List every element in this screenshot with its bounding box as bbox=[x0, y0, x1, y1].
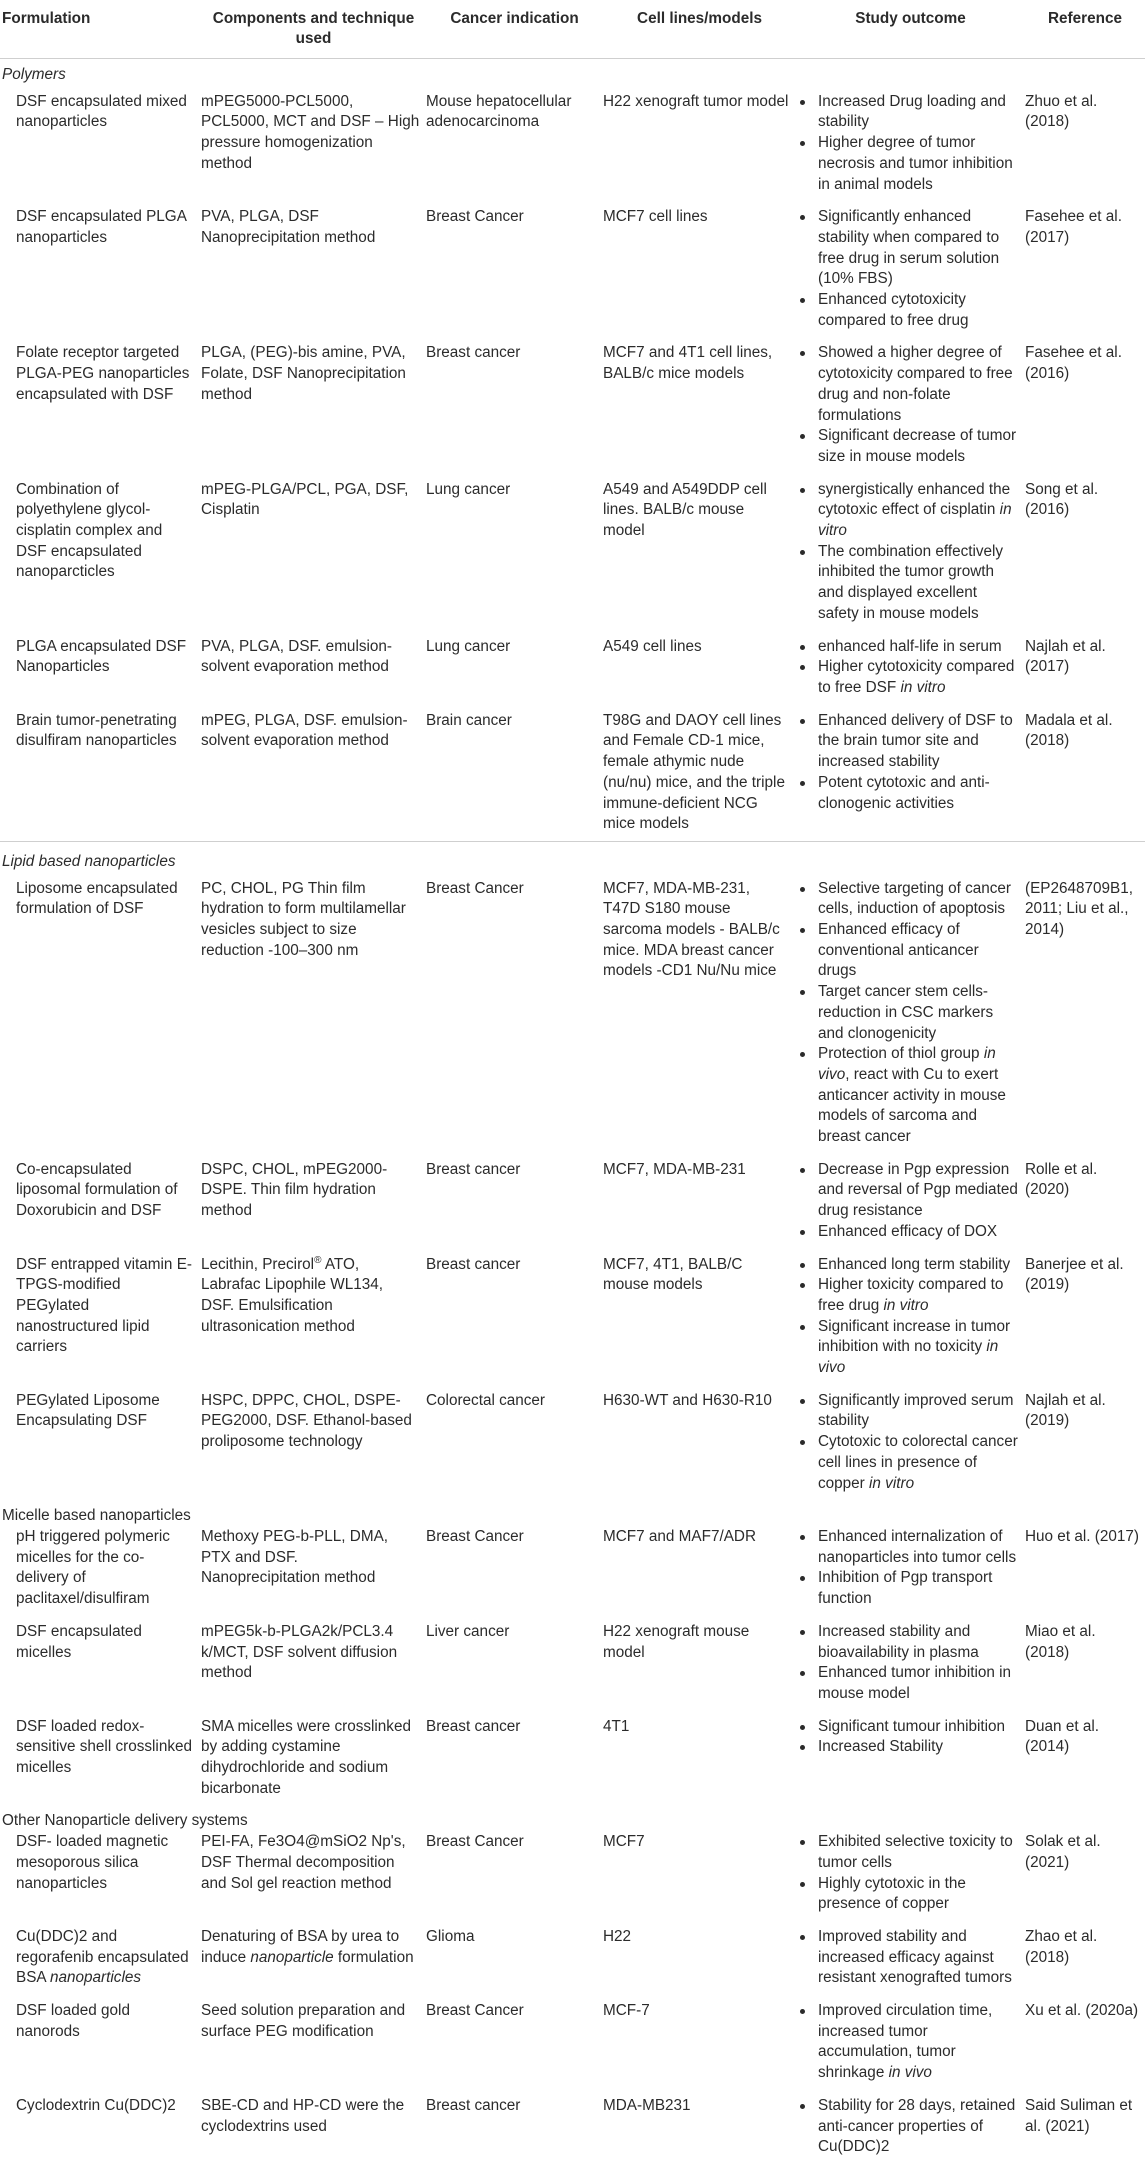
reference-cell: (EP2648709B1, 2011; Liu et al., 2014) bbox=[1025, 879, 1134, 939]
study-outcome-cell bbox=[796, 1711, 1025, 1806]
outcome-item bbox=[796, 1275, 1019, 1316]
italic-text: nanoparticle bbox=[250, 1948, 334, 1966]
text-fragment: Cytotoxic to colorectal cancer cell lines in presence of copper bbox=[818, 1433, 1018, 1492]
cancer-indication-cell: Glioma bbox=[426, 1927, 475, 1945]
study-outcome-cell bbox=[796, 86, 1025, 202]
table-row bbox=[0, 1616, 1145, 1711]
superscript-text: ® bbox=[314, 1254, 322, 1266]
reference-cell: Madala et al. (2018) bbox=[1025, 711, 1113, 750]
components-cell: Seed solution preparation and surface PEG modification bbox=[201, 2002, 406, 2040]
text-fragment: Lecithin, Precirol bbox=[201, 1255, 315, 1273]
study-outcome-cell bbox=[796, 1249, 1025, 1385]
outcome-item bbox=[796, 133, 1019, 195]
outcome-item bbox=[796, 1527, 1019, 1568]
italic-text: in vivo bbox=[818, 1045, 996, 1083]
cell-lines-cell: MCF7 and MAF7/ADR bbox=[603, 1528, 757, 1545]
outcome-list bbox=[796, 637, 1019, 699]
outcome-item bbox=[796, 1317, 1019, 1379]
text-fragment: Enhanced efficacy of conventional anticancer drugs bbox=[818, 921, 979, 980]
outcome-list bbox=[796, 1255, 1019, 1379]
outcome-item bbox=[796, 657, 1019, 698]
components-cell: Methoxy PEG-b-PLL, DMA, PTX and DSF. Nanoprecipitation method bbox=[201, 1528, 389, 1587]
table-row bbox=[0, 1921, 1145, 1995]
study-outcome-cell bbox=[796, 1154, 1025, 1249]
components-cell: DSPC, CHOL, mPEG2000-DSPE. Thin film hydration method bbox=[201, 1160, 388, 1220]
cancer-indication-cell: Breast Cancer bbox=[426, 208, 524, 226]
text-fragment: Highly cytotoxic in the presence of copper bbox=[818, 1874, 966, 1913]
components-cell: mPEG-PLGA/PCL, PGA, DSF, Cisplatin bbox=[201, 480, 409, 519]
study-outcome-cell bbox=[796, 337, 1025, 473]
text-fragment: Significantly improved serum stability bbox=[818, 1391, 1014, 1430]
cell-lines-cell: A549 cell lines bbox=[603, 637, 702, 655]
table-row bbox=[0, 474, 1145, 631]
text-fragment: , react with Cu to exert anticancer activity in mouse models of sarcoma and breast cancer bbox=[818, 1065, 1006, 1146]
outcome-item bbox=[796, 1622, 1019, 1663]
text-fragment: Higher cytotoxicity compared to free DSF bbox=[818, 658, 1015, 696]
formulation-cell: DSF loaded gold nanorods bbox=[16, 2002, 130, 2040]
components-cell: mPEG5k-b-PLGA2k/PCL3.4 k/MCT, DSF solvent diffusion method bbox=[201, 1622, 398, 1682]
section-header-row bbox=[0, 1500, 1145, 1527]
formulation-cell: Cyclodextrin Cu(DDC)2 bbox=[16, 2096, 176, 2114]
outcome-item bbox=[796, 637, 1019, 658]
formulation-cell: DSF encapsulated micelles bbox=[16, 1622, 142, 1661]
outcome-item bbox=[796, 343, 1019, 426]
components-cell: SMA micelles were crosslinked by adding cystamine dihydrochloride and sodium bicarbonate bbox=[201, 1717, 411, 1797]
study-outcome-cell bbox=[796, 474, 1025, 631]
outcome-list bbox=[796, 1160, 1019, 1243]
text-fragment: Enhanced internalization of nanoparticles into tumor cells bbox=[818, 1528, 1017, 1566]
components-cell: SBE-CD and HP-CD were the cyclodextrins used bbox=[201, 2096, 405, 2135]
cancer-indication-cell: Breast cancer bbox=[426, 1160, 521, 1178]
outcome-item bbox=[796, 773, 1019, 814]
cancer-indication-cell: Breast Cancer bbox=[426, 879, 524, 897]
outcome-list bbox=[796, 1717, 1019, 1758]
outcome-item bbox=[796, 92, 1019, 133]
text-fragment: Target cancer stem cells-reduction in CSC markers and clonogenicity bbox=[818, 983, 994, 1042]
formulation-cell: DSF encapsulated mixed nanoparticles bbox=[16, 92, 187, 131]
outcome-list bbox=[796, 1391, 1019, 1495]
cell-lines-cell: MCF7 bbox=[603, 1833, 645, 1851]
cell-lines-cell: MCF-7 bbox=[603, 2002, 650, 2020]
section-title: Polymers bbox=[2, 66, 66, 83]
reference-cell: Banerjee et al. (2019) bbox=[1025, 1255, 1124, 1294]
text-fragment: Enhanced tumor inhibition in mouse model bbox=[818, 1664, 1012, 1702]
italic-text: in vitro bbox=[818, 501, 1012, 540]
outcome-item bbox=[796, 1255, 1019, 1276]
text-fragment: ATO, Labrafac Lipophile WL134, DSF. Emulsification ultrasonication method bbox=[201, 1255, 383, 1335]
text-fragment: Significantly enhanced stability when compared to free drug in serum solution (10% FBS) bbox=[818, 208, 1000, 288]
formulation-cell: PEGylated Liposome Encapsulating DSF bbox=[16, 1391, 160, 1430]
text-fragment: Significant increase in tumor inhibition with no toxicity bbox=[818, 1317, 1011, 1356]
study-outcome-cell bbox=[796, 1832, 1025, 1921]
reference-cell: Zhuo et al. (2018) bbox=[1025, 92, 1098, 131]
text-fragment: Increased Drug loading and stability bbox=[818, 92, 1006, 131]
table-row bbox=[0, 1385, 1145, 1501]
cancer-indication-cell: Breast cancer bbox=[426, 1717, 521, 1735]
components-cell: HSPC, DPPC, CHOL, DSPE-PEG2000, DSF. Ethanol-based proliposome technology bbox=[201, 1391, 412, 1451]
reference-cell: Miao et al. (2018) bbox=[1025, 1622, 1096, 1661]
text-fragment: Improved stability and increased efficacy against resistant xenografted tumors bbox=[818, 1927, 1012, 1987]
outcome-item bbox=[796, 1874, 1019, 1915]
table-row bbox=[0, 1249, 1145, 1385]
outcome-item bbox=[796, 879, 1019, 920]
text-fragment: Improved circulation time, increased tumor accumulation, tumor shrinkage bbox=[818, 2002, 993, 2082]
outcome-item bbox=[796, 1832, 1019, 1873]
outcome-item bbox=[796, 920, 1019, 982]
outcome-item bbox=[796, 982, 1019, 1044]
outcome-item bbox=[796, 1568, 1019, 1609]
outcome-list bbox=[796, 2001, 1019, 2084]
outcome-item bbox=[796, 1927, 1019, 1989]
text-fragment: synergistically enhanced the cytotoxic effect of cisplatin bbox=[818, 480, 1011, 519]
table-row bbox=[0, 1832, 1145, 1921]
outcome-item bbox=[796, 1717, 1019, 1738]
cancer-indication-cell: Lung cancer bbox=[426, 637, 511, 655]
cancer-indication-cell: Brain cancer bbox=[426, 711, 512, 729]
table-row bbox=[0, 1995, 1145, 2090]
section-header-row bbox=[0, 59, 1145, 86]
formulation-cell: Combination of polyethylene glycol-cisplatin complex and DSF encapsulated nanoparcticles bbox=[16, 480, 163, 581]
outcome-list bbox=[796, 879, 1019, 1148]
formulation-cell: PLGA encapsulated DSF Nanoparticles bbox=[16, 637, 187, 676]
cell-lines-cell: T98G and DAOY cell lines and Female CD-1 mice, female athymic nude (nu/nu) mice, and the triple immune-deficient NCG mice models bbox=[603, 711, 785, 833]
reference-cell: Huo et al. (2017) bbox=[1025, 1528, 1139, 1545]
text-fragment: Increased stability and bioavailability in plasma bbox=[818, 1622, 979, 1661]
reference-cell: Rolle et al. (2020) bbox=[1025, 1160, 1098, 1199]
reference-cell: Najlah et al. (2017) bbox=[1025, 637, 1106, 676]
study-outcome-cell bbox=[796, 705, 1025, 842]
formulation-cell: pH triggered polymeric micelles for the co-delivery of paclitaxel/disulfiram bbox=[16, 1528, 170, 1608]
outcome-list bbox=[796, 1927, 1019, 1989]
header-study-outcome: Study outcome bbox=[796, 0, 1025, 59]
components-cell: mPEG, PLGA, DSF. emulsion-solvent evaporation method bbox=[201, 711, 408, 750]
text-fragment: Decrease in Pgp expression and reversal of Pgp mediated drug resistance bbox=[818, 1160, 1018, 1220]
outcome-item bbox=[796, 1391, 1019, 1432]
reference-cell: Najlah et al. (2019) bbox=[1025, 1391, 1106, 1430]
text-fragment: Significant decrease of tumor size in mouse models bbox=[818, 427, 1017, 465]
outcome-list bbox=[796, 1832, 1019, 1915]
header-cancer-indication: Cancer indication bbox=[426, 0, 603, 59]
outcome-list bbox=[796, 480, 1019, 625]
text-fragment: Stability for 28 days, retained anti-cancer properties of Cu(DDC)2 bbox=[818, 2096, 1016, 2156]
table-row bbox=[0, 873, 1145, 1154]
formulation-cell: DSF entrapped vitamin E-TPGS-modified PEGylated nanostructured lipid carriers bbox=[16, 1255, 192, 1356]
cell-lines-cell: 4T1 bbox=[603, 1717, 630, 1735]
outcome-list bbox=[796, 1622, 1019, 1705]
study-outcome-cell bbox=[796, 201, 1025, 337]
cell-lines-cell: H630-WT and H630-R10 bbox=[603, 1391, 772, 1409]
text-fragment: Potent cytotoxic and anti-clonogenic activities bbox=[818, 773, 990, 812]
outcome-item bbox=[796, 1044, 1019, 1148]
outcome-item bbox=[796, 480, 1019, 542]
outcome-item bbox=[796, 2096, 1019, 2158]
table-row bbox=[0, 1711, 1145, 1806]
section-header-row bbox=[0, 1805, 1145, 1832]
outcome-item bbox=[796, 542, 1019, 625]
cancer-indication-cell: Liver cancer bbox=[426, 1622, 510, 1640]
formulation-cell: Liposome encapsulated formulation of DSF bbox=[16, 879, 178, 918]
text-fragment: enhanced half-life in serum bbox=[818, 637, 1002, 655]
cell-lines-cell: MCF7, MDA-MB-231, T47D S180 mouse sarcoma models - BALB/c mice. MDA breast cancer models -CD1 Nu/Nu mice bbox=[603, 879, 780, 980]
study-outcome-cell bbox=[796, 631, 1025, 705]
outcome-item bbox=[796, 426, 1019, 467]
cancer-indication-cell: Breast cancer bbox=[426, 344, 521, 362]
components-cell: mPEG5000-PCL5000, PCL5000, MCT and DSF – High pressure homogenization method bbox=[201, 92, 420, 172]
outcome-item bbox=[796, 711, 1019, 773]
italic-text: in vitro bbox=[869, 1474, 915, 1492]
table-row bbox=[0, 1154, 1145, 1249]
section-title: Lipid based nanoparticles bbox=[0, 841, 1145, 872]
reference-cell: Fasehee et al. (2016) bbox=[1025, 344, 1122, 383]
text-fragment: Higher degree of tumor necrosis and tumor inhibition in animal models bbox=[818, 134, 1013, 193]
table-row bbox=[0, 201, 1145, 337]
outcome-list bbox=[796, 343, 1019, 467]
components-cell: PC, CHOL, PG Thin film hydration to form multilamellar vesicles subject to size reduction -100–300 nm bbox=[201, 879, 406, 959]
cancer-indication-cell: Breast cancer bbox=[426, 1255, 521, 1273]
text-fragment: Enhanced efficacy of DOX bbox=[818, 1222, 998, 1240]
components-cell: PVA, PLGA, DSF Nanoprecipitation method bbox=[201, 208, 376, 246]
section-title: Other Nanoparticle delivery systems bbox=[2, 1812, 248, 1830]
components-cell bbox=[201, 1249, 426, 1385]
outcome-item bbox=[796, 1222, 1019, 1243]
header-components: Components and technique used bbox=[201, 0, 426, 59]
outcome-item bbox=[796, 1663, 1019, 1704]
outcome-item bbox=[796, 2001, 1019, 2084]
table-body bbox=[0, 59, 1145, 2164]
formulation-cell: Brain tumor-penetrating disulfiram nanoparticles bbox=[16, 711, 177, 750]
text-fragment: Showed a higher degree of cytotoxicity compared to free drug and non-folate formulations bbox=[818, 344, 1013, 424]
study-outcome-cell bbox=[796, 1995, 1025, 2090]
reference-cell: Duan et al. (2014) bbox=[1025, 1717, 1099, 1756]
cancer-indication-cell: Breast Cancer bbox=[426, 1833, 524, 1851]
reference-cell: Solak et al. (2021) bbox=[1025, 1833, 1101, 1871]
italic-text: in vivo bbox=[888, 2064, 932, 2082]
outcome-list bbox=[796, 2096, 1019, 2158]
table-row bbox=[0, 86, 1145, 202]
components-cell bbox=[201, 1921, 426, 1995]
reference-cell: Song et al. (2016) bbox=[1025, 480, 1099, 519]
text-fragment: Increased Stability bbox=[818, 1738, 943, 1756]
text-fragment: Inhibition of Pgp transport function bbox=[818, 1569, 993, 1608]
outcome-list bbox=[796, 711, 1019, 815]
cell-lines-cell: MCF7, MDA-MB-231 bbox=[603, 1160, 746, 1178]
study-outcome-cell bbox=[796, 873, 1025, 1154]
formulation-cell: DSF- loaded magnetic mesoporous silica nanoparticles bbox=[16, 1833, 169, 1892]
study-outcome-cell bbox=[796, 1616, 1025, 1711]
cell-lines-cell: H22 xenograft mouse model bbox=[603, 1622, 750, 1661]
cancer-indication-cell: Breast Cancer bbox=[426, 2002, 524, 2020]
table-row bbox=[0, 2090, 1145, 2164]
outcome-item bbox=[796, 1432, 1019, 1494]
outcome-item bbox=[796, 207, 1019, 290]
components-cell: PEI-FA, Fe3O4@mSiO2 Np's, DSF Thermal decomposition and Sol gel reaction method bbox=[201, 1833, 406, 1892]
components-cell: PLGA, (PEG)-bis amine, PVA, Folate, DSF Nanoprecipitation method bbox=[201, 344, 406, 403]
header-cell-lines: Cell lines/models bbox=[603, 0, 796, 59]
reference-cell: Fasehee et al. (2017) bbox=[1025, 208, 1122, 246]
section-title: Micelle based nanoparticles bbox=[2, 1507, 191, 1525]
formulation-cell: Co-encapsulated liposomal formulation of Doxorubicin and DSF bbox=[16, 1160, 178, 1220]
cell-lines-cell: MCF7 and 4T1 cell lines, BALB/c mice models bbox=[603, 344, 773, 383]
outcome-list bbox=[796, 92, 1019, 196]
italic-text: nanoparticles bbox=[50, 1969, 142, 1987]
outcome-item bbox=[796, 290, 1019, 331]
text-fragment: Enhanced delivery of DSF to the brain tumor site and increased stability bbox=[818, 711, 1013, 771]
table-row bbox=[0, 705, 1145, 842]
cell-lines-cell: H22 xenograft tumor model bbox=[603, 92, 789, 110]
text-fragment: Protection of thiol group bbox=[818, 1045, 984, 1063]
cancer-indication-cell: Colorectal cancer bbox=[426, 1391, 546, 1409]
formulation-cell: DSF loaded redox-sensitive shell crosslinked micelles bbox=[16, 1717, 192, 1777]
header-reference: Reference bbox=[1025, 0, 1145, 59]
reference-cell: Zhao et al. (2018) bbox=[1025, 1927, 1098, 1966]
components-cell: PVA, PLGA, DSF. emulsion-solvent evaporation method bbox=[201, 637, 392, 676]
table-header-row bbox=[0, 0, 1145, 59]
italic-text: in vitro bbox=[900, 678, 946, 696]
outcome-item bbox=[796, 1737, 1019, 1758]
cell-lines-cell: MDA-MB231 bbox=[603, 2096, 691, 2114]
formulation-cell: Folate receptor targeted PLGA-PEG nanoparticles encapsulated with DSF bbox=[16, 344, 190, 403]
study-outcome-cell bbox=[796, 1921, 1025, 1995]
formulation-cell: DSF encapsulated PLGA nanoparticles bbox=[16, 208, 187, 246]
reference-cell: Xu et al. (2020a) bbox=[1025, 2002, 1139, 2020]
text-fragment: Higher toxicity compared to free drug bbox=[818, 1276, 1004, 1314]
text-fragment: Denaturing of BSA by urea to induce bbox=[201, 1927, 400, 1966]
cancer-indication-cell: Mouse hepatocellular adenocarcinoma bbox=[426, 92, 572, 131]
text-fragment: Enhanced long term stability bbox=[818, 1255, 1011, 1273]
section-header-row bbox=[0, 841, 1145, 872]
text-fragment: Enhanced cytotoxicity compared to free drug bbox=[818, 291, 969, 329]
table-row bbox=[0, 337, 1145, 473]
cancer-indication-cell: Breast cancer bbox=[426, 2096, 521, 2114]
cancer-indication-cell: Lung cancer bbox=[426, 480, 511, 498]
text-fragment: Exhibited selective toxicity to tumor cells bbox=[818, 1833, 1013, 1871]
cell-lines-cell: H22 bbox=[603, 1927, 632, 1945]
formulation-cell bbox=[0, 1921, 201, 1995]
reference-cell: Said Suliman et al. (2021) bbox=[1025, 2096, 1133, 2135]
table-row bbox=[0, 631, 1145, 705]
study-outcome-cell bbox=[796, 1527, 1025, 1616]
outcome-list bbox=[796, 1527, 1019, 1610]
outcome-list bbox=[796, 207, 1019, 331]
text-fragment: Significant tumour inhibition bbox=[818, 1717, 1006, 1735]
italic-text: in vivo bbox=[818, 1338, 999, 1377]
header-formulation: Formulation bbox=[0, 0, 201, 59]
text-fragment: formulation bbox=[333, 1948, 414, 1966]
text-fragment: The combination effectively inhibited the tumor growth and displayed excellent safety in mouse models bbox=[818, 542, 1004, 622]
outcome-item bbox=[796, 1160, 1019, 1222]
cancer-indication-cell: Breast Cancer bbox=[426, 1528, 524, 1545]
study-outcome-cell bbox=[796, 2090, 1025, 2164]
cell-lines-cell: MCF7 cell lines bbox=[603, 208, 708, 226]
text-fragment: Selective targeting of cancer cells, induction of apoptosis bbox=[818, 879, 1012, 918]
study-outcome-cell bbox=[796, 1385, 1025, 1501]
text-fragment: Cu(DDC)2 and regorafenib encapsulated BSA bbox=[16, 1927, 189, 1987]
table-row bbox=[0, 1527, 1145, 1616]
cell-lines-cell: MCF7, 4T1, BALB/C mouse models bbox=[603, 1255, 743, 1294]
cell-lines-cell: A549 and A549DDP cell lines. BALB/c mouse model bbox=[603, 480, 767, 540]
italic-text: in vitro bbox=[883, 1296, 929, 1314]
